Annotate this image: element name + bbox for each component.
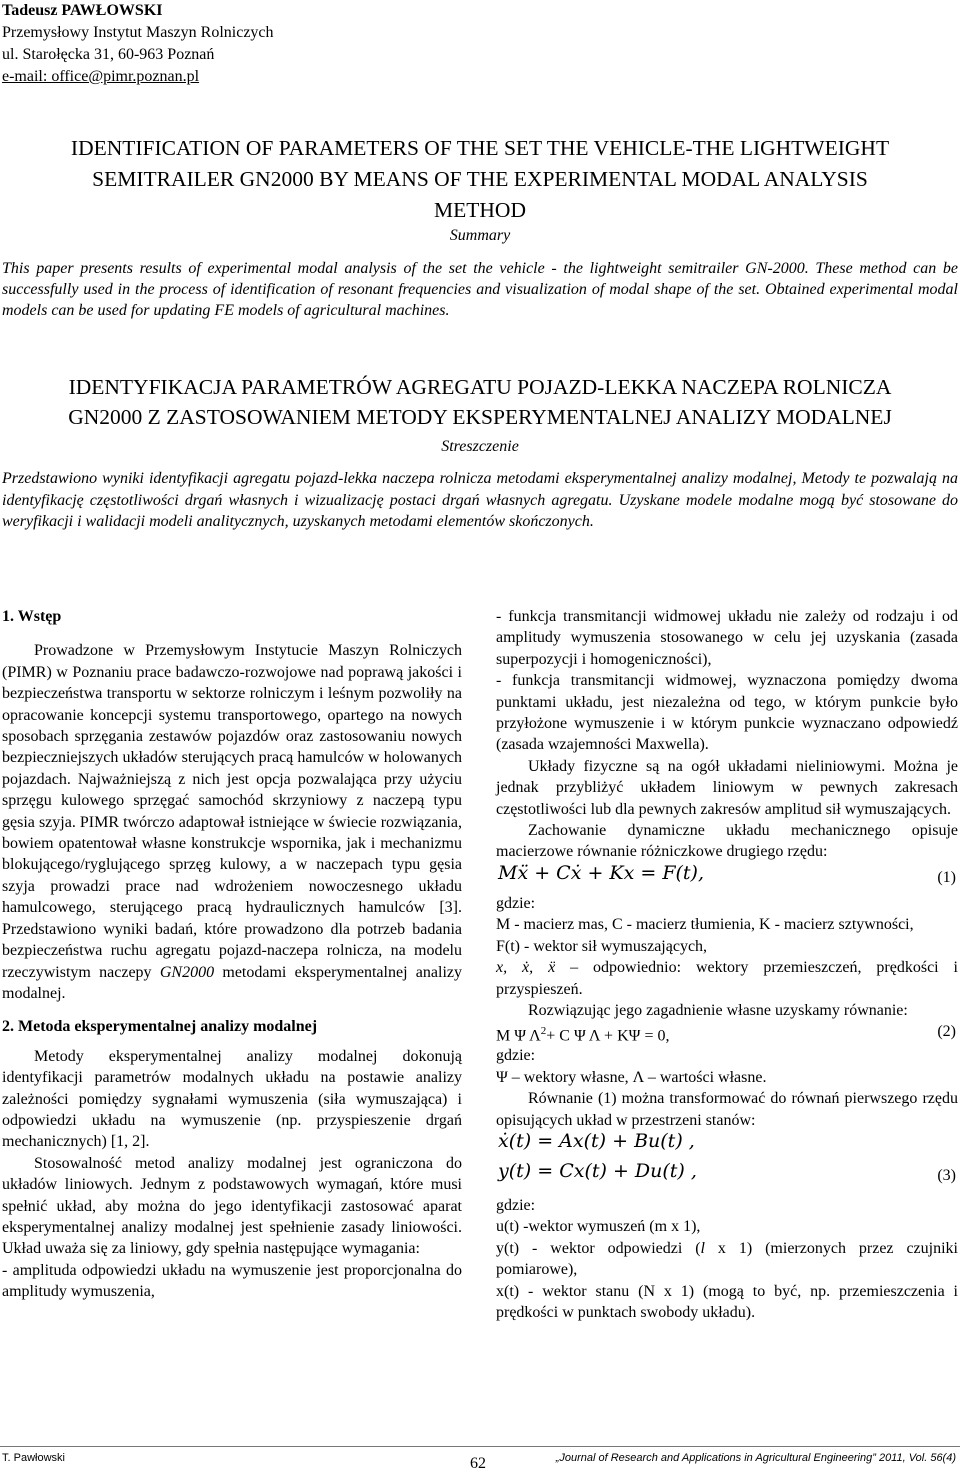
definition-output bbox=[496, 1238, 958, 1281]
summary-heading: Summary bbox=[449, 227, 511, 244]
equation-2-formula bbox=[496, 1021, 669, 1047]
polish-title-line-1: IDENTYFIKACJA PARAMETRÓW AGREGATU POJAZD-LEKKA NACZEPA ROLNICZA bbox=[68, 375, 892, 399]
definition-vectors-text: – odpowiednio: wektory przemieszczeń, prędkości i przyspieszeń. bbox=[496, 959, 958, 998]
definition-input: u(t) -wektor wymuszeń (m x 1), bbox=[496, 1218, 701, 1236]
streszczenie-heading: Streszczenie bbox=[441, 438, 519, 455]
equation-3-number: (3) bbox=[937, 1166, 956, 1184]
linearity-bullet-1: - funkcja transmitancji widmowej układu nie zależy od rodzaju i od amplitudy wymuszenia stosowanego w celu jej uzyskania (zasada superpozycji i homogeniczności), bbox=[496, 608, 958, 668]
english-title-line-2: SEMITRAILER GN2000 BY MEANS OF THE EXPERIMENTAL MODAL ANALYSIS bbox=[92, 167, 868, 191]
equation-2 bbox=[496, 1021, 958, 1045]
equation-1 bbox=[496, 863, 958, 893]
streszczenie-text: Przedstawiono wyniki identyfikacji agregatu pojazd-lekka naczepa rolnicza metodami eksperymentalnej analizy modalnej, Metody te pozwalają na identyfikację częstotliwości drgań własnych i wizualizację postaci drgań własnych agregatu. Uzyskane modele modalne mogą być stosowane do weryfikacji i walidacji modeli analitycznych, uzyskanych metodami elementów skończonych. bbox=[2, 470, 958, 530]
equation-2-part-b: + C Ψ Λ + KΨ = 0, bbox=[546, 1027, 670, 1045]
equation-3-formula bbox=[498, 1131, 697, 1191]
english-title-line-3: METHOD bbox=[434, 198, 526, 222]
definition-output-a: y(t) - wektor odpowiedzi ( bbox=[496, 1239, 701, 1257]
equation-2-part-a: M Ψ Λ bbox=[496, 1027, 541, 1045]
method-paragraph-3: - amplituda odpowiedzi układu na wymuszenie jest proporcjonalna do amplitudy wymuszenia, bbox=[2, 1261, 462, 1301]
definition-vectors bbox=[496, 957, 958, 1000]
polish-title-line-2: GN2000 Z ZASTOSOWANIEM METODY EKSPERYMENTALNEJ ANALIZY MODALNEJ bbox=[68, 405, 892, 429]
intro-paragraph bbox=[2, 640, 462, 1004]
author-header bbox=[2, 0, 274, 88]
eigen-paragraph: Rozwiązując jego zagadnienie własne uzyskamy równanie: bbox=[528, 1001, 908, 1019]
left-column bbox=[2, 606, 462, 1303]
summary-text: This paper presents results of experimental modal analysis of the set the vehicle - the lightweight semitrailer GN-2000. These method can be successfully used in the process of identification of resonant frequencies and visualization of modal shape of the set. Obtained experimental modal models can be used for updating FE models of agricultural machines. bbox=[2, 260, 958, 319]
equation-1-number: (1) bbox=[937, 868, 956, 886]
english-title-line-1: IDENTIFICATION OF PARAMETERS OF THE SET THE VEHICLE-THE LIGHTWEIGHT bbox=[70, 136, 890, 160]
where-label-1: gdzie: bbox=[496, 894, 536, 912]
definition-matrices: M - macierz mas, C - macierz tłumienia, K - macierz sztywności, bbox=[496, 916, 914, 934]
equation-1-formula: Mẍ + Cẋ + Kx = F(t), bbox=[498, 861, 705, 884]
where-label-3: gdzie: bbox=[496, 1196, 536, 1214]
definition-output-b: x 1) (mierzonych przez czujniki pomiarowe), bbox=[496, 1239, 958, 1279]
footer-journal: „Journal of Research and Applications in Agricultural Engineering” 2011, Vol. 56(4) bbox=[555, 1452, 956, 1464]
footer-rule bbox=[0, 1446, 960, 1447]
intro-text-italic: GN2000 bbox=[159, 963, 215, 981]
nonlinear-paragraph: Układy fizyczne są na ogół układami nieliniowymi. Można je jednak przybliżyć układem liniowym w pewnych zakresach częstotliwości lub dla pewnych zakresów amplitud sił wymuszających. bbox=[496, 757, 958, 818]
author-name: Tadeusz PAWŁOWSKI bbox=[2, 2, 163, 19]
english-title bbox=[0, 133, 960, 226]
definition-vectors-symbols: x, ẋ, ẍ bbox=[496, 959, 556, 977]
intro-text-b: metodami eksperymentalnej analizy modalnej. bbox=[2, 963, 462, 1002]
equation-2-number: (2) bbox=[937, 1023, 956, 1041]
equation-3-line-2: y(t) = Cx(t) + Du(t) , bbox=[498, 1159, 697, 1182]
definition-state: x(t) - wektor stanu (N x 1) (mogą to być, np. przemieszczenia i prędkości w punktach swobody układu). bbox=[496, 1282, 958, 1321]
intro-text-a: Prowadzone w Przemysłowym Instytucie Maszyn Rolniczych (PIMR) w Poznaniu prace badawczo-rozwojowe nad poprawą jakości i bezpieczeństwa transportu w sektorze rolniczym i leśnym pozwoliły na opracowanie koncepcji systemu transportowego, opartego na nowych sposobach sprzęgania zestawów pojazdów oraz zastosowaniu nowych bezpieczniejszych układów sterujących pracą hamulców w holowanych pojazdach. Najważniejszą z nich jest opcja pozwalająca przy użyciu sprzęgu kulowego sprzęgać samochód skrzyniowy z naczepą typu gęsia szyja. PIMR twórczo adaptował istniejące w świecie rozwiązania, bowiem opatentował własne konstrukcje wspornika, jak i mechanizmu blokującego/ryglującego sprzęg kulowy, a w naczepach typu gęsia szyja prowadzi prace nad wdrożeniem nowoczesnego układu hamulcowego, sterującego pracą hydraulicznych hamulców [3]. Przedstawiono wyniki badań, które prowadzono dla potrzeb badania bezpieczeństwa ruchu agregatu pojazd-naczepa rolnicza, na modelu rzeczywistym naczepy bbox=[2, 642, 462, 981]
definition-output-l: l bbox=[700, 1239, 705, 1257]
definition-force: F(t) - wektor sił wymuszających, bbox=[496, 937, 708, 955]
right-column bbox=[496, 606, 958, 1323]
equation-3-line-1: ẋ(t) = Ax(t) + Bu(t) , bbox=[498, 1129, 695, 1152]
page-number: 62 bbox=[470, 1455, 486, 1472]
equation-3 bbox=[496, 1131, 958, 1195]
linearity-bullet-2: - funkcja transmitancji widmowej, wyznaczona pomiędzy dwoma punktami układu, jest niezależna od tego, w którym punkcie było przyłożone wymuszenie i w którym punkcie wyznaczano odpowiedź (zasada wzajemności Maxwella). bbox=[496, 672, 958, 754]
definition-eigen: Ψ – wektory własne, Λ – wartości własne. bbox=[496, 1068, 767, 1086]
polish-title bbox=[0, 372, 960, 432]
state-space-paragraph: Równanie (1) można transformować do równań pierwszego rzędu opisujących układ w przestrzeni stanów: bbox=[496, 1090, 958, 1129]
author-institute: Przemysłowy Instytut Maszyn Rolniczych bbox=[2, 24, 274, 41]
equation-2-exponent: 2 bbox=[540, 1025, 547, 1038]
method-paragraph-1: Metody eksperymentalnej analizy modalnej dokonują identyfikacji parametrów modalnych układu na postawie analizy zależności pomiędzy sygnałami wymuszenia (siła wymuszająca) i odpowiedzi układu na wymuszenie (np. przyspieszenie drgań mechanicznych) [1, 2]. bbox=[2, 1047, 462, 1151]
section-1-title: 1. Wstęp bbox=[2, 608, 62, 625]
section-2-title: 2. Metoda eksperymentalnej analizy modalnej bbox=[2, 1018, 318, 1036]
author-address: ul. Starołęcka 31, 60-963 Poznań bbox=[2, 46, 215, 63]
method-paragraph-2: Stosowalność metod analizy modalnej jest ograniczona do układów liniowych. Jednym z podstawowych wymagań, które musi spełnić układ, aby można do jego identyfikacji zastosować aparat eksperymentalnej analizy modalnej jest spełnienie zasady liniowości. Układ uważa się za liniowy, gdy spełnia następujące wymagania: bbox=[2, 1154, 462, 1258]
where-label-2: gdzie: bbox=[496, 1047, 536, 1065]
dynamics-paragraph: Zachowanie dynamiczne układu mechanicznego opisuje macierzowe równanie różniczkowe drugiego rzędu: bbox=[496, 822, 958, 861]
author-email[interactable]: e-mail: office@pimr.poznan.pl bbox=[2, 68, 200, 85]
footer-author: T. Pawłowski bbox=[2, 1452, 65, 1464]
